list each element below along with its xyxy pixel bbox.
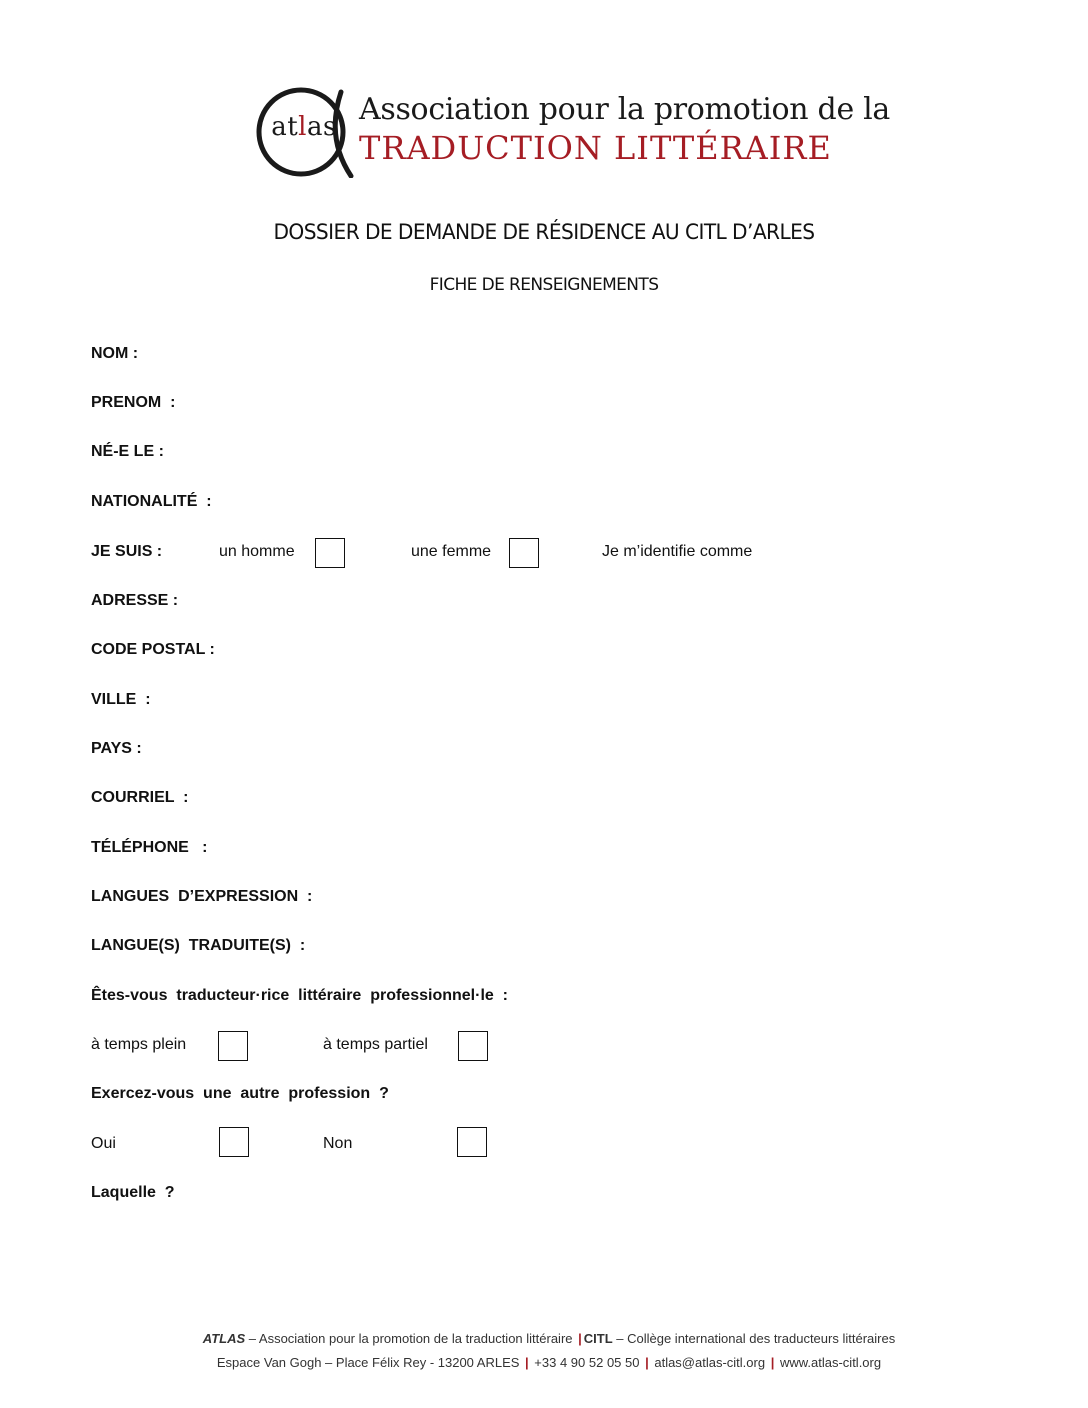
- field-label-code-postal: CODE POSTAL :: [91, 641, 215, 658]
- field-label-je-suis: JE SUIS :: [91, 543, 163, 560]
- question-autre-profession: Exercez-vous une autre profession ?: [91, 1085, 389, 1102]
- checkbox-non[interactable]: [457, 1127, 487, 1157]
- footer-address: Espace Van Gogh – Place Félix Rey - 13200 ARLES: [216, 1355, 524, 1370]
- document-subtitle: FICHE DE RENSEIGNEMENTS: [429, 275, 659, 295]
- option-label-temps-plein: à temps plein: [91, 1036, 187, 1053]
- field-label-langues-traduites: LANGUE(S) TRADUITE(S) :: [91, 937, 306, 954]
- field-label-prenom: PRENOM :: [91, 394, 176, 411]
- logo-tagline-line1: Association pour la promotion de la: [359, 92, 891, 127]
- footer-citl: CITL: [583, 1331, 613, 1346]
- footer-atlas: ATLAS: [202, 1331, 246, 1346]
- logo-atlas-text: atlas: [271, 112, 337, 142]
- footer-phone: +33 4 90 52 05 50: [530, 1355, 644, 1370]
- checkbox-temps-partiel[interactable]: [458, 1031, 488, 1061]
- option-label-homme: un homme: [219, 543, 295, 560]
- field-label-adresse: ADRESSE :: [91, 592, 179, 609]
- footer-separator: |: [645, 1355, 649, 1370]
- document-title: DOSSIER DE DEMANDE DE RÉSIDENCE AU CITL D’ARLES: [273, 220, 815, 244]
- atlas-logo: [255, 86, 891, 178]
- footer-line1: [0, 1331, 1088, 1346]
- field-label-pays: PAYS :: [91, 740, 142, 757]
- footer-separator: |: [770, 1355, 775, 1370]
- footer-line2: [0, 1355, 1088, 1370]
- field-label-telephone: TÉLÉPHONE :: [91, 839, 208, 856]
- footer-separator: |: [578, 1331, 582, 1346]
- option-label-femme: une femme: [411, 543, 492, 560]
- footer-separator: |: [525, 1355, 529, 1370]
- checkbox-homme[interactable]: [315, 538, 345, 568]
- footer-atlas-desc: – Association pour la promotion de la traduction littéraire: [245, 1331, 577, 1346]
- question-professionnel: Êtes-vous traducteur·rice littéraire professionnel·le :: [91, 987, 508, 1004]
- checkbox-oui[interactable]: [219, 1127, 249, 1157]
- checkbox-temps-plein[interactable]: [218, 1031, 248, 1061]
- logo-tagline-line2: TRADUCTION LITTÉRAIRE: [359, 129, 832, 167]
- option-label-non: Non: [323, 1135, 353, 1152]
- field-label-ville: VILLE :: [91, 691, 151, 708]
- footer-email[interactable]: atlas@atlas-citl.org: [650, 1355, 769, 1370]
- field-label-langues-expression: LANGUES D’EXPRESSION :: [91, 888, 313, 905]
- checkbox-femme[interactable]: [509, 538, 539, 568]
- footer-website[interactable]: www.atlas-citl.org: [776, 1355, 882, 1370]
- option-label-oui: Oui: [91, 1135, 116, 1152]
- footer-citl-desc: – Collège international des traducteurs littéraires: [612, 1331, 896, 1346]
- field-label-courriel: COURRIEL :: [91, 789, 189, 806]
- question-laquelle: Laquelle ?: [91, 1184, 175, 1201]
- option-label-identifie: Je m’identifie comme: [602, 543, 753, 560]
- field-label-ne-le: NÉ-E LE :: [91, 443, 164, 460]
- option-label-temps-partiel: à temps partiel: [323, 1036, 428, 1053]
- field-label-nationalite: NATIONALITÉ :: [91, 493, 212, 510]
- field-label-nom: NOM :: [91, 345, 139, 362]
